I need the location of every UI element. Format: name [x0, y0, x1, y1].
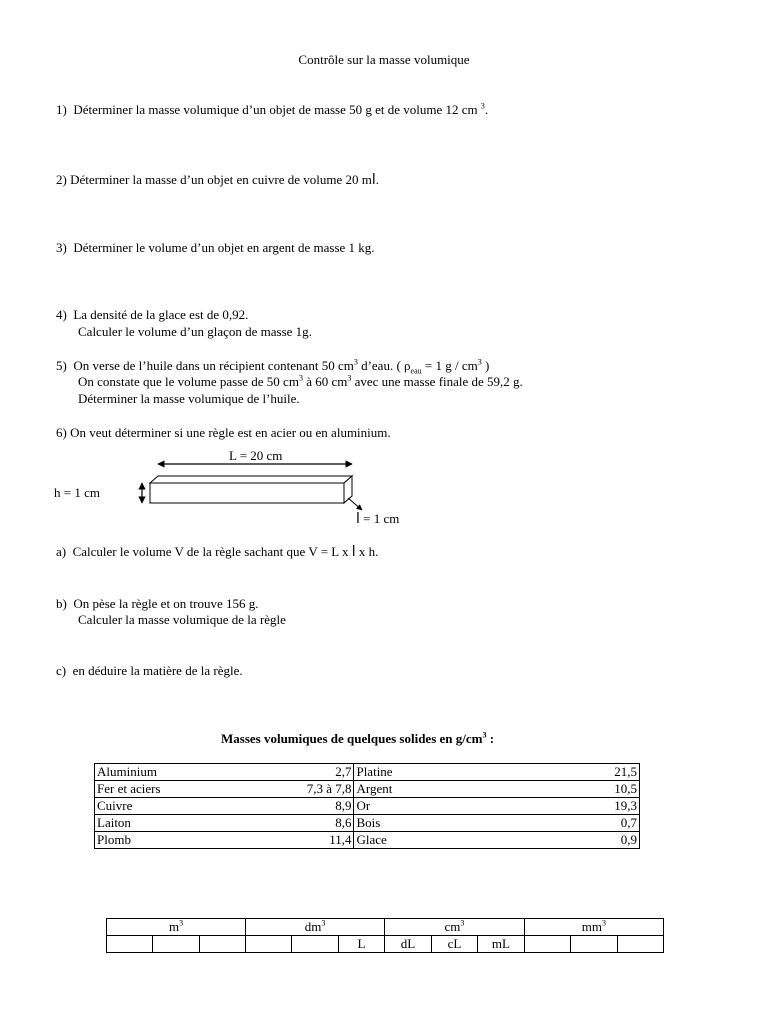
text: Calculer la masse volumique de la règle — [78, 612, 286, 627]
question-2 — [56, 172, 379, 188]
table-row — [95, 832, 640, 849]
material-name-text: Aluminium — [97, 764, 157, 779]
question-6 — [56, 425, 391, 441]
punctuation: . — [375, 172, 380, 187]
unit-sub-cell — [246, 936, 292, 953]
unit-header-cell — [246, 919, 385, 936]
material-density — [267, 764, 354, 781]
material-density-text: 8,6 — [335, 815, 352, 830]
unit-sub-cell: cL — [431, 936, 478, 953]
material-name — [354, 798, 489, 815]
material-density-text: 2,7 — [335, 764, 352, 779]
material-name — [95, 815, 268, 832]
table-row — [95, 764, 640, 781]
material-density — [489, 832, 640, 849]
material-density — [267, 815, 354, 832]
length-label: L = 20 cm — [229, 448, 283, 463]
table-title — [221, 731, 494, 747]
material-density — [489, 764, 640, 781]
text: c) en déduire la matière de la règle. — [56, 663, 243, 678]
text: 6) On veut déterminer si une règle est en acier ou en aluminium. — [56, 425, 391, 440]
unit-header-cell — [524, 919, 663, 936]
question-4-line-2 — [78, 324, 312, 340]
unit-sub-cell: L — [338, 936, 384, 953]
unit-header-cell — [107, 919, 246, 936]
height-label: h = 1 cm — [54, 485, 100, 500]
unit-label: dm — [304, 919, 322, 934]
material-name — [354, 815, 489, 832]
material-name-text: Laiton — [97, 815, 131, 830]
text: = 1 g / cm — [421, 358, 478, 373]
material-density-text: 7,3 à 7,8 — [306, 781, 352, 796]
exponent: 3 — [298, 373, 303, 383]
material-name-text: Bois — [356, 815, 381, 830]
unit-sub-cell — [617, 936, 663, 953]
unit-sub-cell: mL — [478, 936, 525, 953]
material-name — [354, 764, 489, 781]
unit-sub-cell — [153, 936, 199, 953]
material-density-text: 8,9 — [335, 798, 352, 813]
material-name — [95, 781, 268, 798]
question-5-line-1 — [56, 358, 489, 374]
exponent: 3 — [321, 918, 326, 928]
material-name-text: Glace — [356, 832, 387, 847]
exponent: 3 — [460, 918, 465, 928]
text: On constate que le volume passe de 50 cm — [78, 374, 299, 389]
material-density — [267, 832, 354, 849]
material-name — [95, 798, 268, 815]
exponent: 3 — [477, 357, 482, 367]
material-density-text: 0,7 — [620, 815, 637, 830]
material-density — [489, 798, 640, 815]
unit-sub-cell — [107, 936, 153, 953]
question-4-instruction: Calculer le volume d’un glaçon de masse 1g. — [78, 324, 312, 339]
text: Déterminer la masse volumique de l’huile. — [78, 391, 300, 406]
question-c — [56, 663, 243, 679]
question-4-line-1 — [56, 307, 248, 323]
material-density-text: 11,4 — [329, 832, 352, 847]
question-b-line-2 — [78, 612, 286, 628]
question-a — [56, 544, 378, 560]
units-header-row — [107, 919, 664, 936]
material-name-text: Or — [356, 798, 371, 813]
text: 5) On verse de l’huile dans un récipient contenant 50 cm — [56, 358, 354, 373]
unit-label: cm — [444, 919, 461, 934]
text: : — [486, 731, 495, 746]
material-name — [95, 832, 268, 849]
text: à 60 cm — [302, 374, 348, 389]
unit-sub-cell — [524, 936, 570, 953]
exponent: 3 — [601, 918, 606, 928]
material-name — [95, 764, 268, 781]
unit-label: m — [168, 919, 180, 934]
ruler-front-face — [150, 483, 344, 503]
question-5-line-2 — [78, 374, 523, 390]
unit-label: mm — [581, 919, 602, 934]
unit-sub-cell — [199, 936, 245, 953]
table-row — [95, 815, 640, 832]
unit-sub-cell: dL — [385, 936, 432, 953]
width-symbol: l — [356, 511, 360, 527]
material-density-text: 19,3 — [614, 798, 637, 813]
exponent: 3 — [347, 373, 352, 383]
material-name-text: Plomb — [97, 832, 131, 847]
text: avec une masse finale de 59,2 g. — [351, 374, 523, 389]
unit-sub-cell — [292, 936, 338, 953]
material-name — [354, 832, 489, 849]
ruler-top-face — [150, 476, 352, 483]
units-sub-row — [107, 936, 664, 953]
width-symbol: l — [351, 544, 356, 560]
material-density — [267, 798, 354, 815]
units-table — [106, 918, 664, 953]
punctuation: . — [484, 102, 489, 117]
table-row — [95, 781, 640, 798]
subscript: eau — [410, 366, 422, 376]
material-name-text: Argent — [356, 781, 393, 796]
rho-symbol: ρ — [404, 358, 411, 373]
text: d’eau. ( — [357, 358, 405, 373]
exponent: 3 — [179, 918, 184, 928]
width-arrow — [348, 498, 362, 510]
density-table — [94, 763, 640, 849]
question-1-text: 1) Déterminer la masse volumique d’un objet de masse 50 g et de volume 12 cm — [56, 102, 478, 117]
question-5-line-3 — [78, 391, 300, 407]
page-title: Contrôle sur la masse volumique — [298, 52, 470, 67]
material-name-text: Cuivre — [97, 798, 133, 813]
question-b-line-1 — [56, 596, 259, 612]
material-density — [489, 781, 640, 798]
unit-sub-cell — [571, 936, 617, 953]
exponent: 3 — [482, 730, 487, 740]
material-density-text: 10,5 — [614, 781, 637, 796]
question-3-text: 3) Déterminer le volume d’un objet en argent de masse 1 kg. — [56, 240, 375, 255]
material-name-text: Platine — [356, 764, 393, 779]
text: b) On pèse la règle et on trouve 156 g. — [56, 596, 259, 611]
question-2-text: 2) Déterminer la masse d’un objet en cuivre de volume 20 m — [56, 172, 372, 187]
text: x h. — [355, 544, 379, 559]
table-row — [95, 798, 640, 815]
material-density-text: 0,9 — [620, 832, 637, 847]
exponent: 3 — [353, 357, 358, 367]
text: a) Calculer le volume V de la règle sachant que V = L x — [56, 544, 352, 559]
material-density — [267, 781, 354, 798]
exponent: 3 — [480, 101, 485, 111]
width-label — [356, 511, 399, 527]
material-name — [354, 781, 489, 798]
liter-symbol: l — [371, 172, 376, 188]
question-1 — [56, 102, 488, 118]
text: = 1 cm — [359, 511, 400, 526]
text: ) — [481, 358, 490, 373]
material-density — [489, 815, 640, 832]
material-name-text: Fer et aciers — [97, 781, 161, 796]
question-3 — [56, 240, 375, 256]
material-density-text: 21,5 — [614, 764, 637, 779]
question-4-text: 4) La densité de la glace est de 0,92. — [56, 307, 249, 322]
unit-header-cell — [385, 919, 525, 936]
text: Masses volumiques de quelques solides en g/cm — [221, 731, 483, 746]
